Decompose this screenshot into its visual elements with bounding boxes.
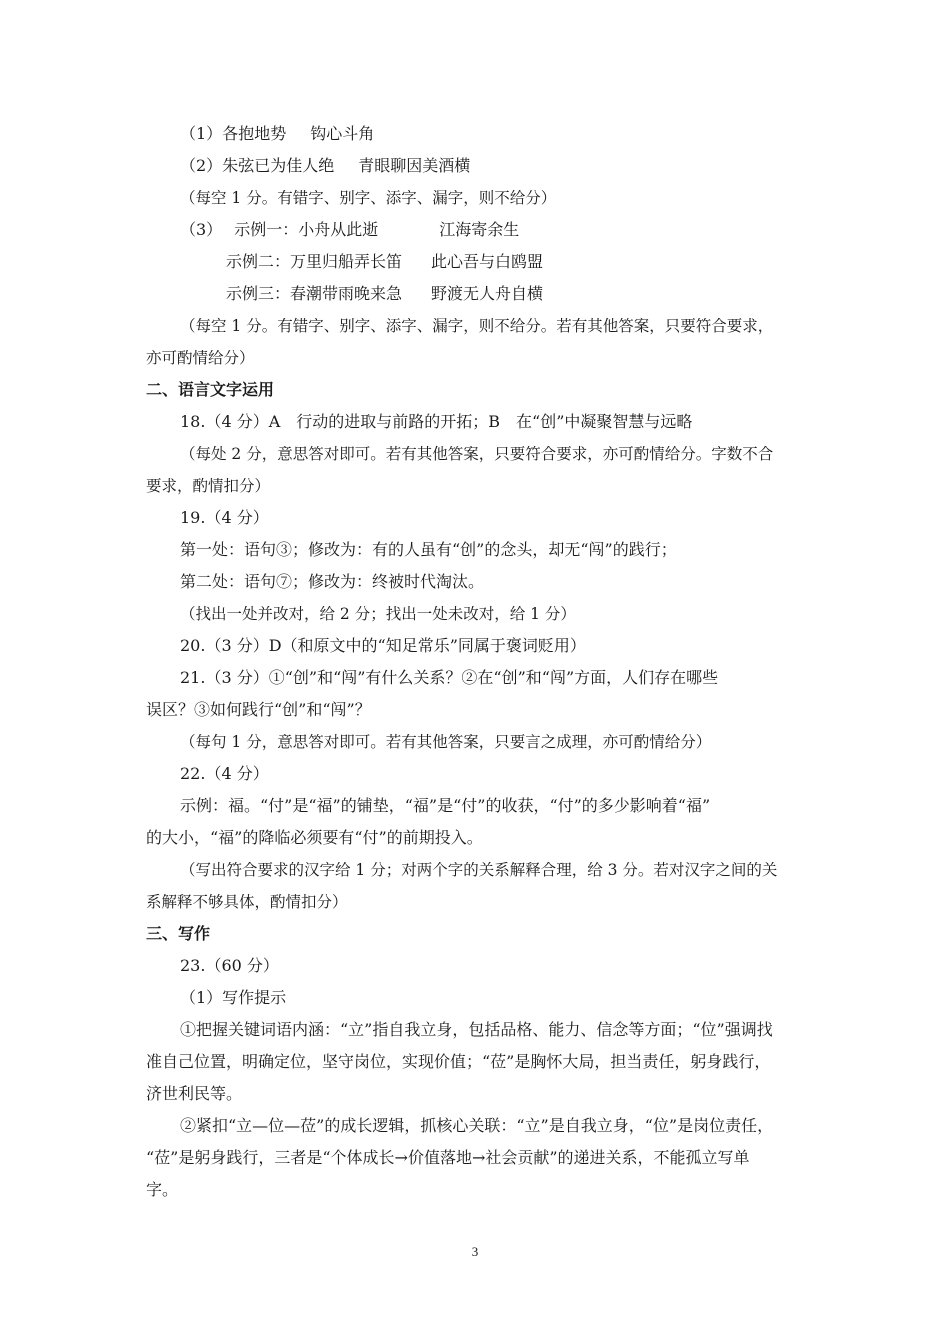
writing-hint-title: （1）写作提示	[180, 988, 287, 1007]
section-heading-writing: 三、写作	[146, 924, 211, 943]
writing-hint-2-line2: “莅”是躬身践行，三者是“个体成长→价值落地→社会贡献”的递进关系，不能孤立写单	[146, 1148, 750, 1167]
example-line-b: 野渡无人舟自横	[431, 284, 544, 303]
answer-21-line1: 21.（3 分）①“创”和“闯”有什么关系？②在“创”和“闯”方面，人们存在哪些	[180, 668, 719, 687]
answer-19-item-1: 第一处：语句③；修改为：有的人虽有“创”的念头，却无“闯”的践行；	[180, 540, 677, 559]
example-line-b: 江海寄余生	[439, 220, 520, 239]
answer-17-3-example-2	[146, 246, 810, 278]
answer-19-item-2: 第二处：语句⑦；修改为：终被时代淘汰。	[180, 572, 485, 591]
answer-17-3-prefix: （3）	[180, 220, 223, 239]
scoring-note-18-line2: 要求，酌情扣分）	[146, 477, 271, 495]
answer-18: 18.（4 分）A 行动的进取与前路的开拓；B 在“创”中凝聚智慧与远略	[180, 412, 693, 431]
example-line-b: 此心吾与白鸥盟	[431, 252, 544, 271]
writing-hint-1-line1: ①把握关键词语内涵：“立”指自我立身，包括品格、能力、信念等方面；“位”强调找	[180, 1020, 773, 1039]
scoring-note-19: （找出一处并改对，给 2 分；找出一处未改对，给 1 分）	[180, 605, 576, 623]
answer-19-title: 19.（4 分）	[180, 508, 269, 527]
answer-17-1-a: 各抱地势	[222, 124, 287, 143]
answer-17-1	[146, 118, 810, 150]
scoring-note-22-line2: 系解释不够具体，酌情扣分）	[146, 893, 348, 911]
answer-17-2-b: 青眼聊因美酒横	[358, 156, 471, 175]
writing-hint-1-line2: 准自己位置，明确定位，坚守岗位，实现价值；“莅”是胸怀大局，担当责任，躬身践行，	[146, 1052, 771, 1071]
section-heading-language-use: 二、语言文字运用	[146, 380, 275, 399]
answer-22-line2: 的大小，“福”的降临必须要有“付”的前期投入。	[146, 828, 483, 847]
answer-17-1-b: 钩心斗角	[310, 124, 375, 143]
scoring-note-21: （每句 1 分，意思答对即可。若有其他答案，只要言之成理，亦可酌情给分）	[180, 733, 712, 751]
answer-21-line2: 误区？③如何践行“创”和“闯”？	[146, 700, 371, 719]
answer-key-content	[146, 118, 810, 1206]
scoring-note-17a: （每空 1 分。有错字、别字、添字、漏字，则不给分）	[180, 189, 557, 207]
writing-hint-1-line3: 济世利民等。	[146, 1084, 243, 1103]
example-label: 示例三：	[226, 284, 291, 303]
example-label: 示例二：	[226, 252, 291, 271]
scoring-note-17b-line1: （每空 1 分。有错字、别字、添字、漏字，则不给分。若有其他答案，只要符合要求，	[180, 317, 774, 335]
answer-17-3-example-3	[146, 278, 810, 310]
answer-20: 20.（3 分）D（和原文中的“知足常乐”同属于褒词贬用）	[180, 636, 586, 655]
example-line-a: 万里归船弄长笛	[290, 252, 403, 271]
answer-17-1-prefix: （1）	[180, 124, 223, 143]
writing-hint-2-line1: ②紧扣“立—位—莅”的成长逻辑，抓核心关联：“立”是自我立身，“位”是岗位责任，	[180, 1116, 774, 1135]
scoring-note-18-line1: （每处 2 分，意思答对即可。若有其他答案，只要符合要求，亦可酌情给分。字数不合	[180, 445, 774, 463]
answer-22-title: 22.（4 分）	[180, 764, 269, 783]
example-label: 示例一：	[234, 220, 299, 239]
writing-hint-2-line3: 字。	[146, 1180, 179, 1199]
answer-23-title: 23.（60 分）	[180, 956, 279, 975]
example-line-a: 小舟从此逝	[298, 220, 379, 239]
answer-17-2-a: 朱弦已为佳人绝	[222, 156, 335, 175]
example-line-a: 春潮带雨晚来急	[290, 284, 403, 303]
scoring-note-22-line1: （写出符合要求的汉字给 1 分；对两个字的关系解释合理，给 3 分。若对汉字之间的关	[180, 861, 778, 879]
answer-22-line1: 示例：福。“付”是“福”的铺垫，“福”是“付”的收获，“付”的多少影响着“福”	[180, 796, 711, 815]
answer-17-2	[146, 150, 810, 182]
answer-17-3-example-1	[146, 214, 810, 246]
answer-17-2-prefix: （2）	[180, 156, 223, 175]
scoring-note-17b-line2: 亦可酌情给分）	[146, 349, 255, 367]
page-number: 3	[471, 1244, 479, 1259]
